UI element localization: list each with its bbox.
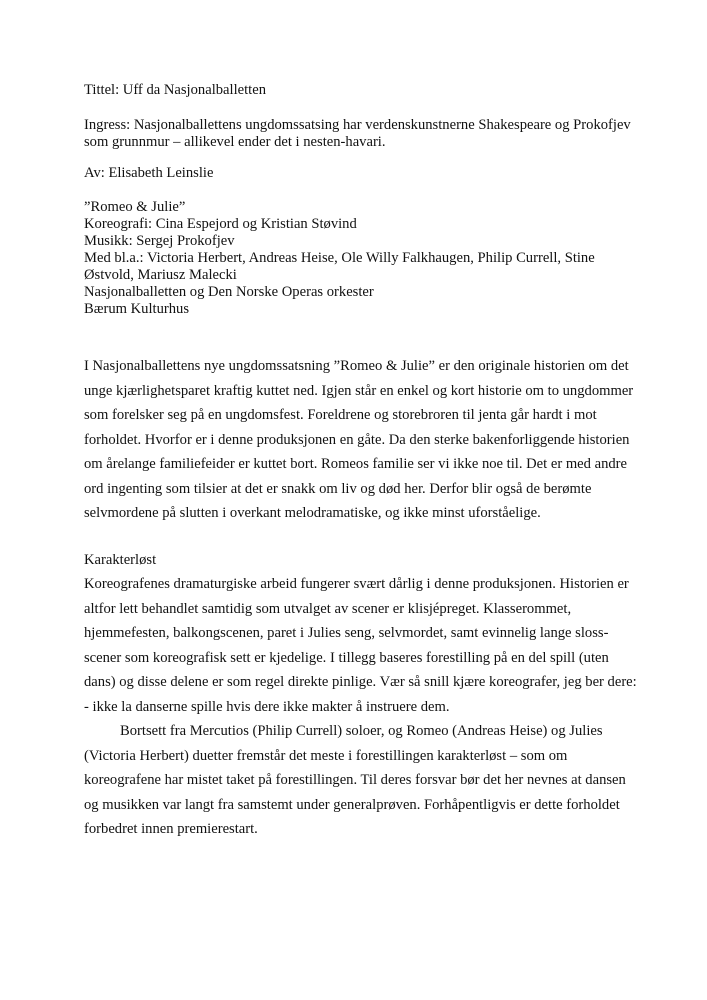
ingress-line: som grunnmur – allikevel ender det i nesten-havari. xyxy=(84,134,386,150)
body-line: scener som koreografisk sett er kjedelige. I tillegg baseres forestilling på en del spill (uten xyxy=(84,649,609,666)
body-line: forbedret innen premierestart. xyxy=(84,821,258,837)
section-karakterlost xyxy=(84,548,644,842)
body-line: Bortsett fra Mercutios (Philip Currell) soloer, og Romeo (Andreas Heise) og Julies xyxy=(120,723,603,739)
body-line: hjemmefesten, balkongscenen, paret i Julies seng, selvmordet, samt evinnelig lange sloss- xyxy=(84,625,609,641)
body-line: (Victoria Herbert) duetter fremstår det meste i forestillingen karakterløst – som om xyxy=(84,747,568,764)
body-line: og musikken var langt fra samstemt under generalprøven. Forhåpentligvis er dette forholdet xyxy=(84,796,620,813)
byline: Av: Elisabeth Leinslie xyxy=(84,165,214,181)
title-block xyxy=(84,82,644,99)
credits-line: Nasjonalballetten og Den Norske Operas orkester xyxy=(84,284,374,300)
credits-line: Bærum Kulturhus xyxy=(84,301,189,317)
byline-block xyxy=(84,165,644,182)
body-line: om årelange familiefeider er kuttet bort. Romeos familie ser vi ikke noe til. Det er med andre xyxy=(84,456,628,472)
body-line: - ikke la danserne spille hvis dere ikke makter å instruere dem. xyxy=(84,698,450,715)
body-line: unge kjærlighetsparet kraftig kuttet ned. Igjen står en enkel og kort historie om to ungdommer xyxy=(84,382,634,399)
body-line: forholdet. Hvorfor er i denne produksjonen en gåte. Da den sterke bakenforliggende historien xyxy=(84,431,630,448)
ingress-line: Ingress: Nasjonalballettens ungdomssatsing har verdenskunstnerne Shakespeare og Prokofjev xyxy=(84,117,631,133)
body-line: Koreografenes dramaturgiske arbeid fungerer svært dårlig i denne produksjonen. Historien er xyxy=(84,576,629,592)
ingress-block xyxy=(84,117,644,151)
body-line: dans) og disse delene er som regel direkte pinlige. Vær så snill kjære koreografer, jeg ber dere: xyxy=(84,674,637,690)
body-line: ord ingenting som tilsier at det er snakk om liv og død her. Derfor blir også de berømte xyxy=(84,480,592,497)
body-line: som forelsker seg på en ungdomsfest. Foreldrene og storebroren til jenta går hardt i mot xyxy=(84,407,597,423)
paragraph-1 xyxy=(84,354,644,526)
title-line: Tittel: Uff da Nasjonalballetten xyxy=(84,82,266,98)
body-line: koreografene har mistet taket på forestillingen. Til deres forsvar bør det her nevnes at dansen xyxy=(84,772,626,788)
body-line: selvmordene på slutten i overkant melodramatiske, og ikke minst uforståelige. xyxy=(84,505,541,521)
credits-line: ”Romeo & Julie” xyxy=(84,199,186,215)
document-page xyxy=(84,82,644,842)
credits-line: Koreografi: Cina Espejord og Kristian Støvind xyxy=(84,216,357,232)
credits-line: Østvold, Mariusz Malecki xyxy=(84,267,237,283)
body-line: altfor lett behandlet samtidig som utvalget av scener er klisjépreget. Klasserommet, xyxy=(84,600,572,617)
credits-line: Med bl.a.: Victoria Herbert, Andreas Heise, Ole Willy Falkhaugen, Philip Currell, Stine xyxy=(84,250,595,266)
section-heading: Karakterløst xyxy=(84,551,157,568)
credits-block xyxy=(84,199,644,318)
body-line: I Nasjonalballettens nye ungdomssatsning ”Romeo & Julie” er den originale historien om det xyxy=(84,358,629,374)
credits-line: Musikk: Sergej Prokofjev xyxy=(84,233,235,249)
